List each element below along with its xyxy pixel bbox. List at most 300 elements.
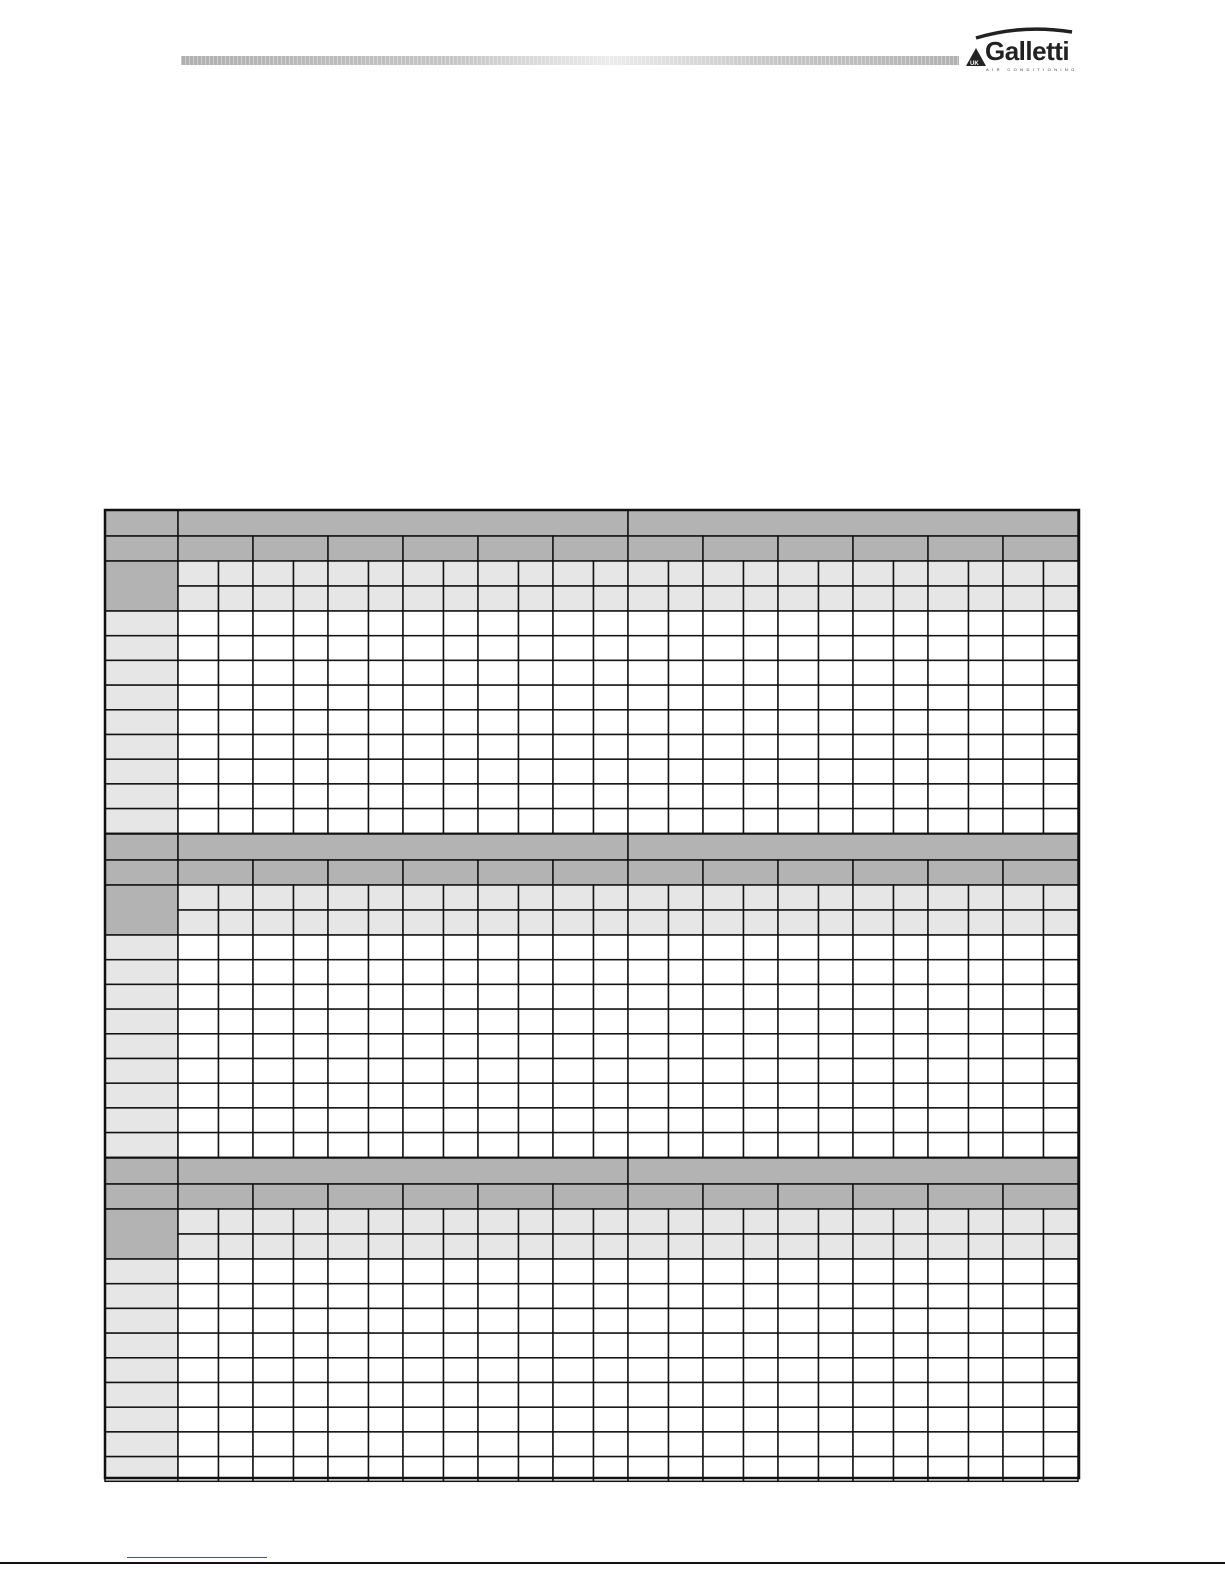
group-header-cell xyxy=(1003,860,1078,885)
data-cell xyxy=(819,1432,854,1457)
data-cell xyxy=(219,611,254,636)
data-cell xyxy=(669,1133,704,1158)
subheader-cell xyxy=(969,1234,1004,1259)
data-cell xyxy=(478,611,519,636)
data-cell xyxy=(219,1083,254,1108)
data-cell xyxy=(628,1108,669,1133)
data-cell xyxy=(969,1383,1004,1408)
block-header-label-cell xyxy=(105,510,178,536)
data-cell xyxy=(853,735,894,760)
data-cell xyxy=(853,1358,894,1383)
data-cell xyxy=(819,685,854,710)
subheader-cell xyxy=(594,910,629,935)
data-cell xyxy=(894,660,929,685)
data-cell xyxy=(594,1383,629,1408)
data-cell xyxy=(328,935,369,960)
subheader-cell xyxy=(894,561,929,586)
data-cell xyxy=(703,1383,744,1408)
subheader-cell xyxy=(669,561,704,586)
data-cell xyxy=(819,1108,854,1133)
data-cell xyxy=(294,1083,329,1108)
data-cell xyxy=(669,611,704,636)
subheader-cell xyxy=(853,1234,894,1259)
data-cell xyxy=(369,1133,404,1158)
data-cell xyxy=(219,1383,254,1408)
data-cell xyxy=(628,1034,669,1059)
data-cell xyxy=(369,735,404,760)
data-cell xyxy=(778,1059,819,1084)
data-cell xyxy=(519,710,554,735)
data-cell xyxy=(894,935,929,960)
data-cell xyxy=(894,685,929,710)
data-cell xyxy=(328,1383,369,1408)
subheader-cell xyxy=(969,586,1004,611)
data-cell xyxy=(744,636,779,661)
data-cell xyxy=(703,784,744,809)
data-cell xyxy=(1003,809,1044,834)
data-cell xyxy=(219,735,254,760)
group-header-cell xyxy=(703,860,778,885)
group-header-cell xyxy=(253,536,328,561)
data-cell xyxy=(444,636,479,661)
data-cell xyxy=(594,1308,629,1333)
subheader-cell xyxy=(703,885,744,910)
data-cell xyxy=(519,984,554,1009)
data-cell xyxy=(928,984,969,1009)
data-cell xyxy=(969,735,1004,760)
data-cell xyxy=(894,1284,929,1309)
data-cell xyxy=(444,1407,479,1432)
data-cell xyxy=(253,1308,294,1333)
data-cell xyxy=(778,1108,819,1133)
data-cell xyxy=(478,1333,519,1358)
data-cell xyxy=(1003,1133,1044,1158)
data-cell xyxy=(628,1133,669,1158)
data-cell xyxy=(744,611,779,636)
data-cell xyxy=(294,1383,329,1408)
data-cell xyxy=(853,1009,894,1034)
data-cell xyxy=(928,1259,969,1284)
data-cell xyxy=(744,784,779,809)
row-label-cell xyxy=(105,1308,178,1333)
subheader-cell xyxy=(669,885,704,910)
logo-badge-text: UK xyxy=(970,61,979,67)
data-cell xyxy=(444,735,479,760)
group-header-cell xyxy=(853,536,928,561)
group-header-cell xyxy=(478,536,553,561)
subheader-cell xyxy=(703,561,744,586)
data-cell xyxy=(1003,1333,1044,1358)
data-cell xyxy=(519,935,554,960)
group-header-cell xyxy=(553,860,628,885)
data-cell xyxy=(444,935,479,960)
data-cell xyxy=(369,636,404,661)
data-cell xyxy=(519,1259,554,1284)
data-cell xyxy=(519,1407,554,1432)
data-cell xyxy=(928,960,969,985)
data-cell xyxy=(778,935,819,960)
data-cell xyxy=(1003,984,1044,1009)
group-header-cell xyxy=(553,1184,628,1209)
data-cell xyxy=(219,1034,254,1059)
subheader-cell xyxy=(819,561,854,586)
block-header-band xyxy=(628,834,1078,860)
data-cell xyxy=(403,960,444,985)
subheader-cell xyxy=(669,586,704,611)
subheader-cell xyxy=(703,910,744,935)
subheader-cell xyxy=(444,910,479,935)
subheader-label-cell xyxy=(105,1209,178,1259)
subheader-label-cell xyxy=(105,561,178,611)
data-cell xyxy=(819,710,854,735)
data-cell xyxy=(178,1432,219,1457)
data-cell xyxy=(553,1284,594,1309)
row-label-cell xyxy=(105,1059,178,1084)
data-cell xyxy=(778,1308,819,1333)
data-cell xyxy=(669,759,704,784)
data-cell xyxy=(178,1333,219,1358)
data-cell xyxy=(628,660,669,685)
block-header-band xyxy=(178,834,628,860)
data-cell xyxy=(294,660,329,685)
subheader-cell xyxy=(928,885,969,910)
subheader-cell xyxy=(178,885,219,910)
data-cell xyxy=(553,636,594,661)
data-cell xyxy=(703,710,744,735)
row-label-cell xyxy=(105,710,178,735)
data-cell xyxy=(594,710,629,735)
data-cell xyxy=(969,685,1004,710)
data-cell xyxy=(444,1083,479,1108)
data-cell xyxy=(819,1133,854,1158)
data-cell xyxy=(669,1358,704,1383)
subheader-cell xyxy=(894,910,929,935)
data-cell xyxy=(628,784,669,809)
row-label-cell xyxy=(105,611,178,636)
data-cell xyxy=(444,1009,479,1034)
data-cell xyxy=(744,710,779,735)
data-cell xyxy=(253,1108,294,1133)
data-cell xyxy=(744,1407,779,1432)
subheader-cell xyxy=(894,1234,929,1259)
data-cell xyxy=(444,1333,479,1358)
subheader-cell xyxy=(519,885,554,910)
subheader-cell xyxy=(519,1234,554,1259)
data-cell xyxy=(853,1259,894,1284)
data-cell xyxy=(819,1358,854,1383)
subheader-cell xyxy=(1044,1234,1079,1259)
subheader-cell xyxy=(778,1209,819,1234)
data-cell xyxy=(1044,1108,1079,1133)
group-header-cell xyxy=(253,860,328,885)
data-cell xyxy=(444,1383,479,1408)
data-cell xyxy=(894,1034,929,1059)
data-cell xyxy=(403,1059,444,1084)
data-cell xyxy=(1044,1358,1079,1383)
data-cell xyxy=(403,685,444,710)
data-cell xyxy=(478,1009,519,1034)
data-cell xyxy=(1003,1059,1044,1084)
data-cell xyxy=(669,960,704,985)
data-cell xyxy=(744,660,779,685)
data-cell xyxy=(478,1059,519,1084)
data-cell xyxy=(1003,636,1044,661)
subheader-cell xyxy=(969,910,1004,935)
data-cell xyxy=(553,1358,594,1383)
data-cell xyxy=(369,1009,404,1034)
data-cell xyxy=(778,1333,819,1358)
data-cell xyxy=(969,960,1004,985)
data-cell xyxy=(444,685,479,710)
group-header-cell xyxy=(628,1184,703,1209)
data-cell xyxy=(403,1333,444,1358)
data-cell xyxy=(1003,759,1044,784)
data-cell xyxy=(894,1432,929,1457)
data-cell xyxy=(369,660,404,685)
subheader-cell xyxy=(478,910,519,935)
data-cell xyxy=(403,1284,444,1309)
data-cell xyxy=(328,984,369,1009)
data-cell xyxy=(628,636,669,661)
data-cell xyxy=(969,809,1004,834)
data-cell xyxy=(1044,1133,1079,1158)
block-header-band xyxy=(628,1158,1078,1184)
data-cell xyxy=(669,1284,704,1309)
group-header-label-cell xyxy=(105,1184,178,1209)
data-cell xyxy=(553,1133,594,1158)
data-cell xyxy=(294,960,329,985)
data-cell xyxy=(1003,660,1044,685)
data-cell xyxy=(519,1083,554,1108)
subheader-cell xyxy=(519,561,554,586)
subheader-cell xyxy=(403,910,444,935)
subheader-cell xyxy=(178,1234,219,1259)
group-header-cell xyxy=(703,536,778,561)
data-cell xyxy=(444,1259,479,1284)
data-cell xyxy=(519,960,554,985)
data-cell xyxy=(444,1034,479,1059)
data-cell xyxy=(478,685,519,710)
data-cell xyxy=(478,1083,519,1108)
data-cell xyxy=(628,1333,669,1358)
data-cell xyxy=(444,660,479,685)
data-cell xyxy=(594,1333,629,1358)
data-cell xyxy=(219,660,254,685)
data-cell xyxy=(253,960,294,985)
data-cell xyxy=(703,1358,744,1383)
data-cell xyxy=(819,1333,854,1358)
data-cell xyxy=(928,1383,969,1408)
data-cell xyxy=(594,809,629,834)
subheader-cell xyxy=(628,586,669,611)
data-cell xyxy=(478,935,519,960)
subheader-cell xyxy=(819,1209,854,1234)
group-header-cell xyxy=(403,860,478,885)
data-cell xyxy=(369,1407,404,1432)
data-cell xyxy=(328,1108,369,1133)
data-cell xyxy=(253,685,294,710)
subheader-cell xyxy=(969,885,1004,910)
data-cell xyxy=(519,685,554,710)
subheader-cell xyxy=(253,910,294,935)
data-cell xyxy=(1044,735,1079,760)
data-cell xyxy=(219,1358,254,1383)
data-cell xyxy=(778,759,819,784)
row-label-cell xyxy=(105,984,178,1009)
data-cell xyxy=(294,685,329,710)
data-cell xyxy=(1003,735,1044,760)
data-cell xyxy=(219,1009,254,1034)
data-cell xyxy=(819,960,854,985)
data-cell xyxy=(478,1432,519,1457)
subheader-cell xyxy=(628,561,669,586)
data-cell xyxy=(969,1308,1004,1333)
subheader-cell xyxy=(928,561,969,586)
data-cell xyxy=(703,611,744,636)
subheader-cell xyxy=(178,1209,219,1234)
data-cell xyxy=(478,1358,519,1383)
data-cell xyxy=(178,735,219,760)
data-cell xyxy=(328,1308,369,1333)
group-header-cell xyxy=(178,1184,253,1209)
data-cell xyxy=(969,1083,1004,1108)
data-cell xyxy=(744,1059,779,1084)
data-cell xyxy=(519,636,554,661)
group-header-cell xyxy=(628,536,703,561)
data-cell xyxy=(478,636,519,661)
subheader-cell xyxy=(253,1209,294,1234)
data-cell xyxy=(403,984,444,1009)
data-cell xyxy=(294,984,329,1009)
subheader-cell xyxy=(894,586,929,611)
data-cell xyxy=(669,660,704,685)
data-cell xyxy=(744,685,779,710)
data-cell xyxy=(628,809,669,834)
data-cell xyxy=(519,1358,554,1383)
data-cell xyxy=(853,784,894,809)
subheader-cell xyxy=(294,1209,329,1234)
data-cell xyxy=(628,1432,669,1457)
row-label-cell xyxy=(105,1383,178,1408)
row-label-cell xyxy=(105,1259,178,1284)
subheader-cell xyxy=(444,1234,479,1259)
data-cell xyxy=(253,1333,294,1358)
data-cell xyxy=(219,1059,254,1084)
data-cell xyxy=(403,735,444,760)
data-cell xyxy=(519,1059,554,1084)
data-cell xyxy=(703,1308,744,1333)
data-cell xyxy=(178,1083,219,1108)
subheader-cell xyxy=(444,561,479,586)
data-cell xyxy=(253,1259,294,1284)
data-cell xyxy=(819,1407,854,1432)
data-cell xyxy=(744,1358,779,1383)
data-cell xyxy=(253,1133,294,1158)
data-cell xyxy=(594,935,629,960)
data-cell xyxy=(253,784,294,809)
data-cell xyxy=(328,636,369,661)
data-cell xyxy=(669,1108,704,1133)
data-cell xyxy=(894,1108,929,1133)
subheader-cell xyxy=(219,561,254,586)
subheader-cell xyxy=(628,910,669,935)
data-cell xyxy=(778,660,819,685)
data-cell xyxy=(594,984,629,1009)
data-cell xyxy=(328,660,369,685)
data-cell xyxy=(403,1034,444,1059)
subheader-cell xyxy=(444,1209,479,1234)
data-cell xyxy=(703,735,744,760)
data-cell xyxy=(294,611,329,636)
data-cell xyxy=(778,984,819,1009)
data-cell xyxy=(669,1034,704,1059)
data-cell xyxy=(1003,1308,1044,1333)
data-cell xyxy=(253,611,294,636)
subheader-cell xyxy=(553,910,594,935)
data-cell xyxy=(553,1059,594,1084)
footer-link-underline xyxy=(127,1557,267,1558)
data-cell xyxy=(478,1034,519,1059)
data-cell xyxy=(1003,1009,1044,1034)
data-cell xyxy=(744,1432,779,1457)
data-cell xyxy=(519,611,554,636)
data-cell xyxy=(178,685,219,710)
subheader-cell xyxy=(1003,561,1044,586)
data-cell xyxy=(778,809,819,834)
data-cell xyxy=(403,1259,444,1284)
data-cell xyxy=(328,1083,369,1108)
subheader-cell xyxy=(478,561,519,586)
data-cell xyxy=(928,1432,969,1457)
group-header-cell xyxy=(1003,536,1078,561)
subheader-cell xyxy=(519,1209,554,1234)
data-cell xyxy=(253,660,294,685)
data-cell xyxy=(778,1009,819,1034)
data-cell xyxy=(853,660,894,685)
data-cell xyxy=(1044,935,1079,960)
subheader-cell xyxy=(369,561,404,586)
subheader-cell xyxy=(478,1234,519,1259)
data-cell xyxy=(219,784,254,809)
data-cell xyxy=(219,1108,254,1133)
data-cell xyxy=(669,1407,704,1432)
data-cell xyxy=(478,960,519,985)
data-cell xyxy=(703,1432,744,1457)
data-cell xyxy=(744,1034,779,1059)
data-cell xyxy=(219,1407,254,1432)
subheader-cell xyxy=(553,1209,594,1234)
group-header-cell xyxy=(928,1184,1003,1209)
data-cell xyxy=(1044,1083,1079,1108)
data-cell xyxy=(1003,1383,1044,1408)
subheader-cell xyxy=(669,1234,704,1259)
data-cell xyxy=(894,784,929,809)
data-cell xyxy=(553,1432,594,1457)
data-cell xyxy=(778,960,819,985)
data-cell xyxy=(703,1407,744,1432)
subheader-cell xyxy=(703,1234,744,1259)
data-cell xyxy=(444,809,479,834)
data-cell xyxy=(1044,784,1079,809)
subheader-cell xyxy=(853,910,894,935)
data-cell xyxy=(928,809,969,834)
data-cell xyxy=(594,636,629,661)
data-cell xyxy=(253,710,294,735)
data-cell xyxy=(853,809,894,834)
data-cell xyxy=(928,1407,969,1432)
subheader-cell xyxy=(553,885,594,910)
data-cell xyxy=(969,611,1004,636)
